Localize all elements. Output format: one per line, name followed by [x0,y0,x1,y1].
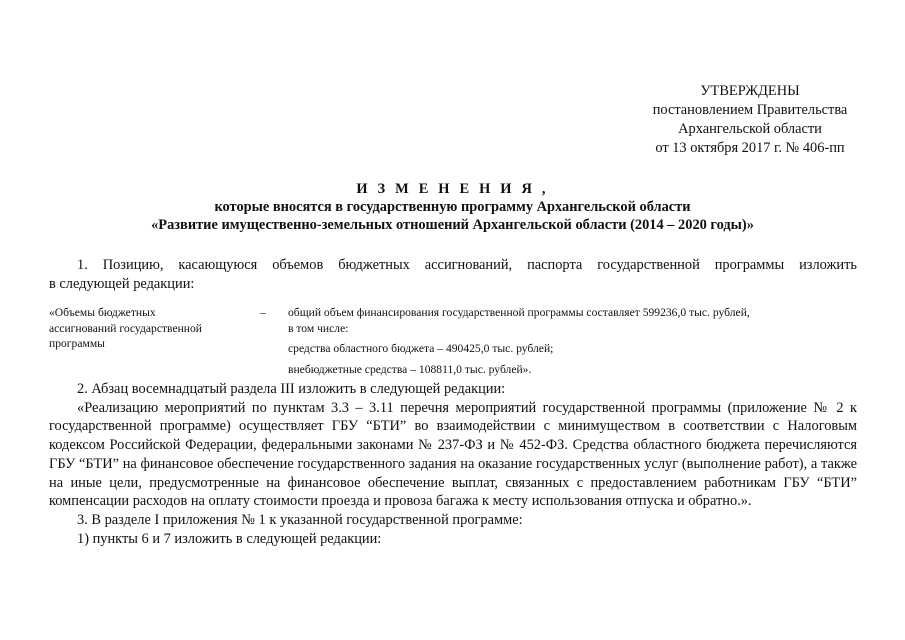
funding-total: общий объем финансирования государственной программы составляет 599236,0 тыс. рублей, [288,306,750,319]
funding-label-line-3: программы [49,337,105,351]
document-title: И З М Е Н Е Н И Я , [356,181,549,197]
funding-values [288,305,848,377]
items-2-3 [49,380,857,548]
funding-label-line-2: ассигнований государственной [49,321,203,335]
document-subtitle-2: «Развитие имущественно-земельных отношений Архангельской области (2014 – 2020 годы)» [151,217,754,233]
funding-label [49,305,249,352]
item-3-intro: 3. В разделе I приложения № 1 к указанной государственной программе: [77,511,523,528]
approval-region: Архангельской области [678,121,822,137]
item-1 [49,256,857,293]
item-1-line-2: в следующей редакции: [49,275,195,292]
funding-dash: – [260,306,266,319]
funding-extrabudget: внебюджетные средства – 108811,0 тыс. рублей». [288,362,532,376]
item-1-line-1: 1. Позицию, касающуюся объемов бюджетных ассигнований, паспорта государственной программы изложить [77,257,857,273]
item-2-intro: 2. Абзац восемнадцатый раздела III изложить в следующей редакции: [77,381,506,397]
approval-decree: постановлением Правительства [652,102,848,118]
funding-label-line-1: «Объемы бюджетных [49,306,156,319]
item-3-sub-1: 1) пункты 6 и 7 изложить в следующей редакции: [77,530,382,547]
item-2-quote: «Реализацию мероприятий по пунктам 3.3 – 3.11 перечня мероприятий государственной программы (приложение № 2 к государственной программе) осуществляет ГБУ “БТИ” во взаимодействии с минимуществом в соответствии с Налоговым кодексом Российской Федерации, федеральными законами № 237-ФЗ и № 452-ФЗ. Средства областного бюджета перечисляются ГБУ “БТИ” на финансовое обеспечение государственного задания на оказание государственных услуг (выполнение работ), а также на иные цели, предусмотренные на финансовое обеспечение выплат, связанных с предоставлением работникам ГБУ “БТИ” компенсации расходов на оплату стоимости проезда и провоза багажа к месту использования отпуска и обратно.». [49,399,857,510]
approval-block [600,82,900,158]
approval-date: от 13 октября 2017 г. № 406-пп [655,140,845,156]
document-heading [0,180,905,234]
document-subtitle-1: которые вносятся в государственную программу Архангельской области [214,199,691,215]
funding-including: в том числе: [288,321,349,335]
funding-regional: средства областного бюджета – 490425,0 тыс. рублей; [288,342,554,356]
approval-title: УТВЕРЖДЕНЫ [700,83,800,99]
